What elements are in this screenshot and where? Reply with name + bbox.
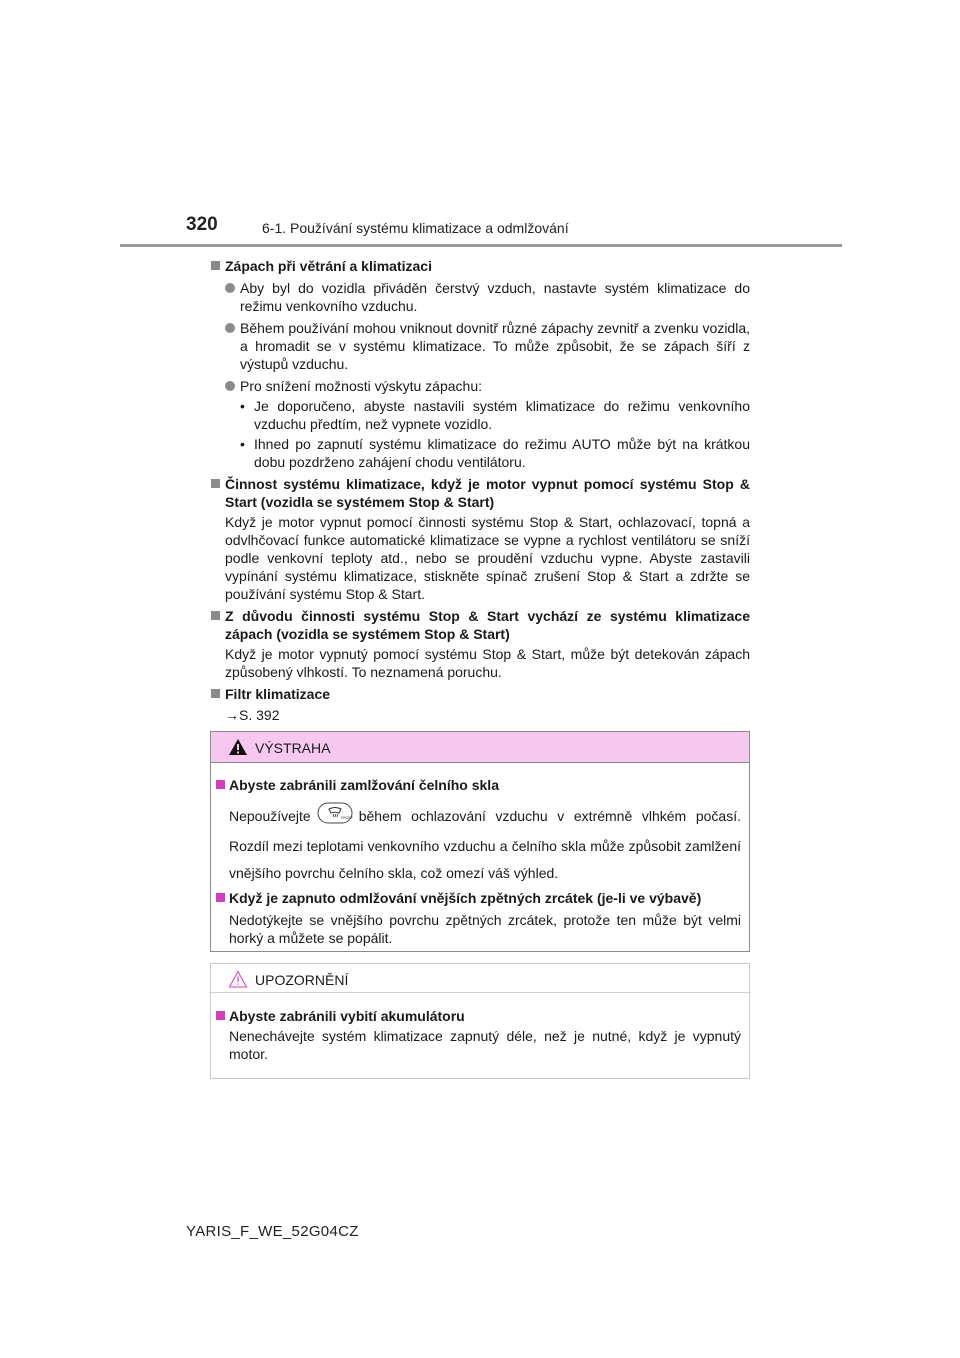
warning-paragraph: Nepoužívejte FRONT během ochlazování vzduchu v extrémně vlhkém počasí. Rozdíl mezi teplotami venkovního vzduchu a čelního skla může způsobit zamlžení vnějšího povrchu čelního skla, což omezí váš výhled. — [216, 802, 741, 887]
square-bullet-icon — [211, 261, 220, 270]
document-code: YARIS_F_WE_52G04CZ — [186, 1223, 359, 1240]
warning-paragraph: Nedotýkejte se vnějšího povrchu zpětných zrcátek, protože ten může být velmi horký a můžete se popálit. — [229, 912, 741, 946]
caution-header — [211, 964, 749, 993]
warning-heading: Abyste zabránili zamlžování čelního skla — [216, 776, 741, 794]
square-bullet-icon — [211, 689, 220, 698]
page-number: 320 — [186, 214, 218, 235]
warning-label: VÝSTRAHA — [255, 740, 331, 756]
warning-body — [211, 776, 749, 947]
section-heading: Zápach při větrání a klimatizaci — [210, 257, 750, 275]
square-bullet-icon — [211, 479, 220, 488]
section-paragraph: Když je motor vypnutý pomocí systému Stop & Start, může být detekován zápach způsobený vlhkostí. To neznamená poruchu. — [225, 646, 750, 680]
square-bullet-icon — [216, 1011, 225, 1020]
caution-paragraph: Nenechávejte systém klimatizace zapnutý déle, než je nutné, když je vypnutý motor. — [229, 1028, 741, 1062]
chapter-title: 6-1. Používání systému klimatizace a odmlžování — [262, 220, 569, 236]
sub-bullet-item: • Je doporučeno, abyste nastavili systém klimatizace do režimu venkovního vzduchu předtím, než vypnete vozidlo. — [240, 398, 750, 432]
front-defogger-label: FRONT — [340, 816, 353, 820]
page-reference: →S. 392 — [225, 707, 280, 723]
caution-body — [211, 1007, 749, 1063]
section-heading: Činnost systému klimatizace, když je motor vypnut pomocí systému Stop & Start (vozidla se systémem Stop & Start) — [210, 475, 750, 511]
caution-box — [210, 963, 750, 1079]
section-heading: Z důvodu činnosti systému Stop & Start vychází ze systému klimatizace zápach (vozidla se systémem Stop & Start) — [210, 607, 750, 643]
round-bullet-icon — [225, 283, 235, 293]
bullet-item: Pro snížení možnosti výskytu zápachu: — [210, 377, 750, 395]
sub-bullet-marker: • — [240, 436, 245, 452]
sub-bullet-marker: • — [240, 398, 245, 414]
caution-label: UPOZORNĚNÍ — [255, 972, 349, 988]
square-bullet-icon — [211, 611, 220, 620]
square-bullet-icon — [216, 780, 225, 789]
section-heading: Filtr klimatizace — [210, 685, 750, 703]
warning-heading: Když je zapnuto odmlžování vnějších zpětných zrcátek (je-li ve výbavě) — [216, 889, 741, 907]
round-bullet-icon — [225, 323, 235, 333]
bullet-item: Aby byl do vozidla přiváděn čerstvý vzduch, nastavte systém klimatizace do režimu venkovního vzduchu. — [210, 279, 750, 315]
caution-triangle-icon — [228, 970, 248, 988]
square-bullet-icon — [216, 893, 225, 902]
front-defogger-icon — [317, 802, 353, 833]
warning-box — [210, 731, 750, 952]
warning-triangle-icon — [228, 738, 248, 756]
main-content — [210, 253, 750, 724]
caution-heading: Abyste zabránili vybití akumulátoru — [216, 1007, 741, 1025]
round-bullet-icon — [225, 381, 235, 391]
section-paragraph: Když je motor vypnut pomocí činnosti systému Stop & Start, ochlazovací, topná a odvlhčovací funkce automatické klimatizace se vypne a rychlost ventilátoru se sníží podle venkovní teploty atd., nebo se proudění vzduchu vypne. Abyste zastavili vypínání systému klimatizace, stiskněte spínač zrušení Stop & Start a zdržte se používání systému Stop & Start. — [225, 514, 750, 602]
bullet-item: Během používání mohou vniknout dovnitř různé zápachy zevnitř a zvenku vozidla, a hromadit se v systému klimatizace. To může způsobit, že se zápach šíří z výstupů vzduchu. — [210, 319, 750, 373]
header-rule — [120, 244, 842, 247]
warning-header — [211, 732, 749, 763]
sub-bullet-item: • Ihned po zapnutí systému klimatizace do režimu AUTO může být na krátkou dobu pozdrženo zahájení chodu ventilátoru. — [240, 436, 750, 470]
